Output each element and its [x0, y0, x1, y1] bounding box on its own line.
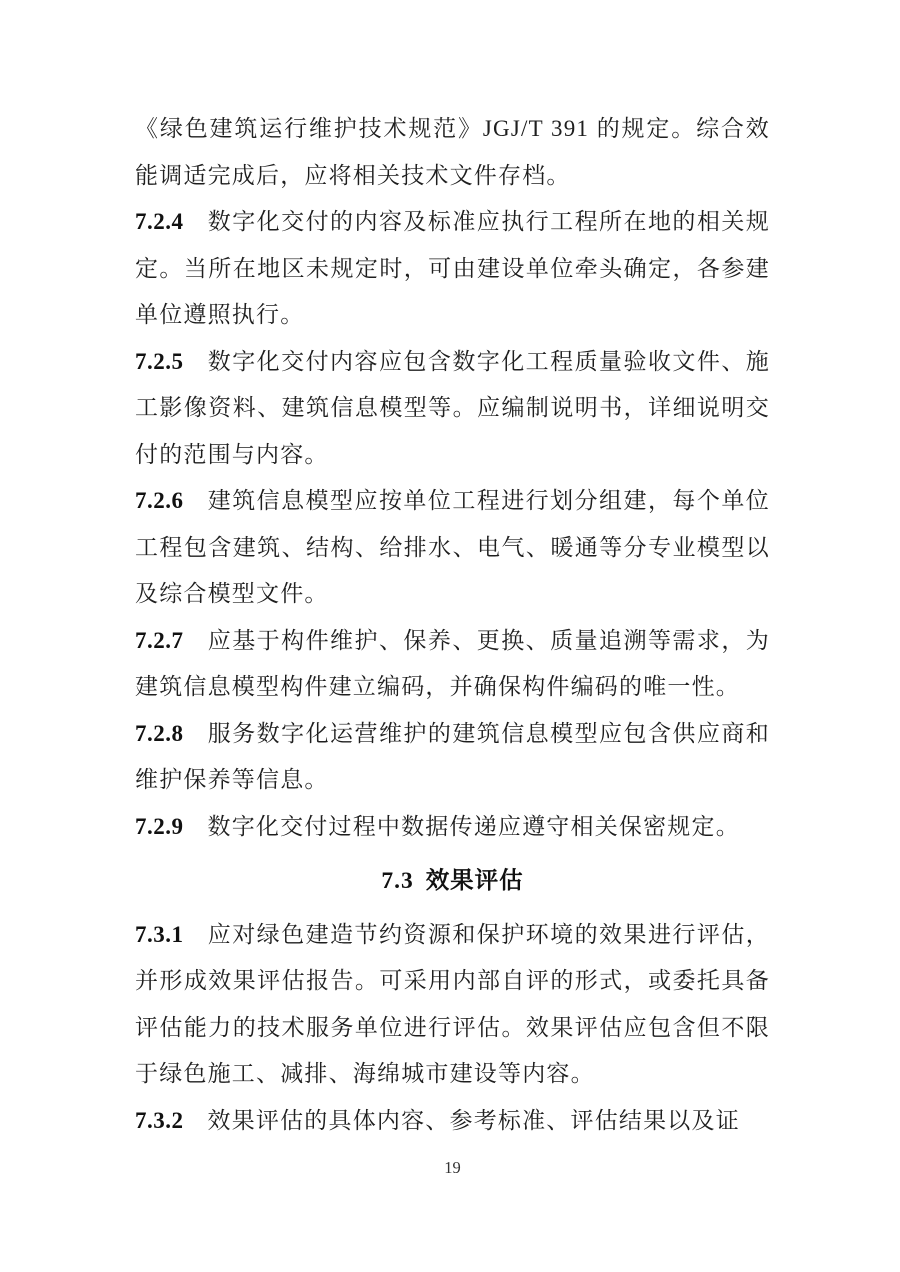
paragraph-continuation: 《绿色建筑运行维护技术规范》JGJ/T 391 的规定。综合效能调适完成后，应将相关技术文件存档。 [135, 116, 770, 188]
section-heading-title: 效果评估 [425, 868, 524, 894]
clause-7-3-2 [135, 1098, 770, 1145]
clause-7-2-9 [135, 804, 770, 851]
clause-text: 服务数字化运营维护的建筑信息模型应包含供应商和维护保养等信息。 [135, 720, 770, 792]
clause-7-3-1 [135, 912, 770, 1098]
clause-7-2-5 [135, 339, 770, 479]
section-heading-number: 7.3 [381, 868, 414, 894]
clause-text: 数字化交付的内容及标准应执行工程所在地的相关规定。当所在地区未规定时，可由建设单位牵头确定，各参建单位遵照执行。 [135, 209, 770, 327]
section-heading-7-3 [135, 858, 770, 905]
clause-text: 应对绿色建造节约资源和保护环境的效果进行评估，并形成效果评估报告。可采用内部自评的形式，或委托具备评估能力的技术服务单位进行评估。效果评估应包含但不限于绿色施工、减排、海绵城市建设等内容。 [135, 921, 770, 1086]
clause-7-2-8 [135, 711, 770, 804]
clause-number: 7.3.2 [135, 1107, 184, 1133]
clause-number: 7.2.4 [135, 209, 184, 234]
clause-number: 7.2.8 [135, 720, 184, 746]
page-number: 19 [444, 1158, 461, 1177]
clause-text: 应基于构件维护、保养、更换、质量追溯等需求，为建筑信息模型构件建立编码，并确保构件编码的唯一性。 [135, 627, 770, 699]
clause-number: 7.2.7 [135, 627, 184, 653]
clause-number: 7.2.6 [135, 488, 184, 513]
clause-number: 7.2.9 [135, 813, 184, 839]
clause-7-2-4 [135, 199, 770, 339]
clause-7-2-7 [135, 618, 770, 711]
clause-number: 7.3.1 [135, 921, 184, 947]
clause-text: 数字化交付过程中数据传递应遵守相关保密规定。 [207, 813, 740, 839]
clause-number: 7.2.5 [135, 348, 184, 374]
clause-7-2-6 [135, 478, 770, 618]
clause-text: 数字化交付内容应包含数字化工程质量验收文件、施工影像资料、建筑信息模型等。应编制说明书，详细说明交付的范围与内容。 [135, 348, 770, 467]
clause-text: 效果评估的具体内容、参考标准、评估结果以及证 [207, 1107, 740, 1133]
clause-text: 建筑信息模型应按单位工程进行划分组建，每个单位工程包含建筑、结构、给排水、电气、暖通等分专业模型以及综合模型文件。 [135, 488, 770, 606]
